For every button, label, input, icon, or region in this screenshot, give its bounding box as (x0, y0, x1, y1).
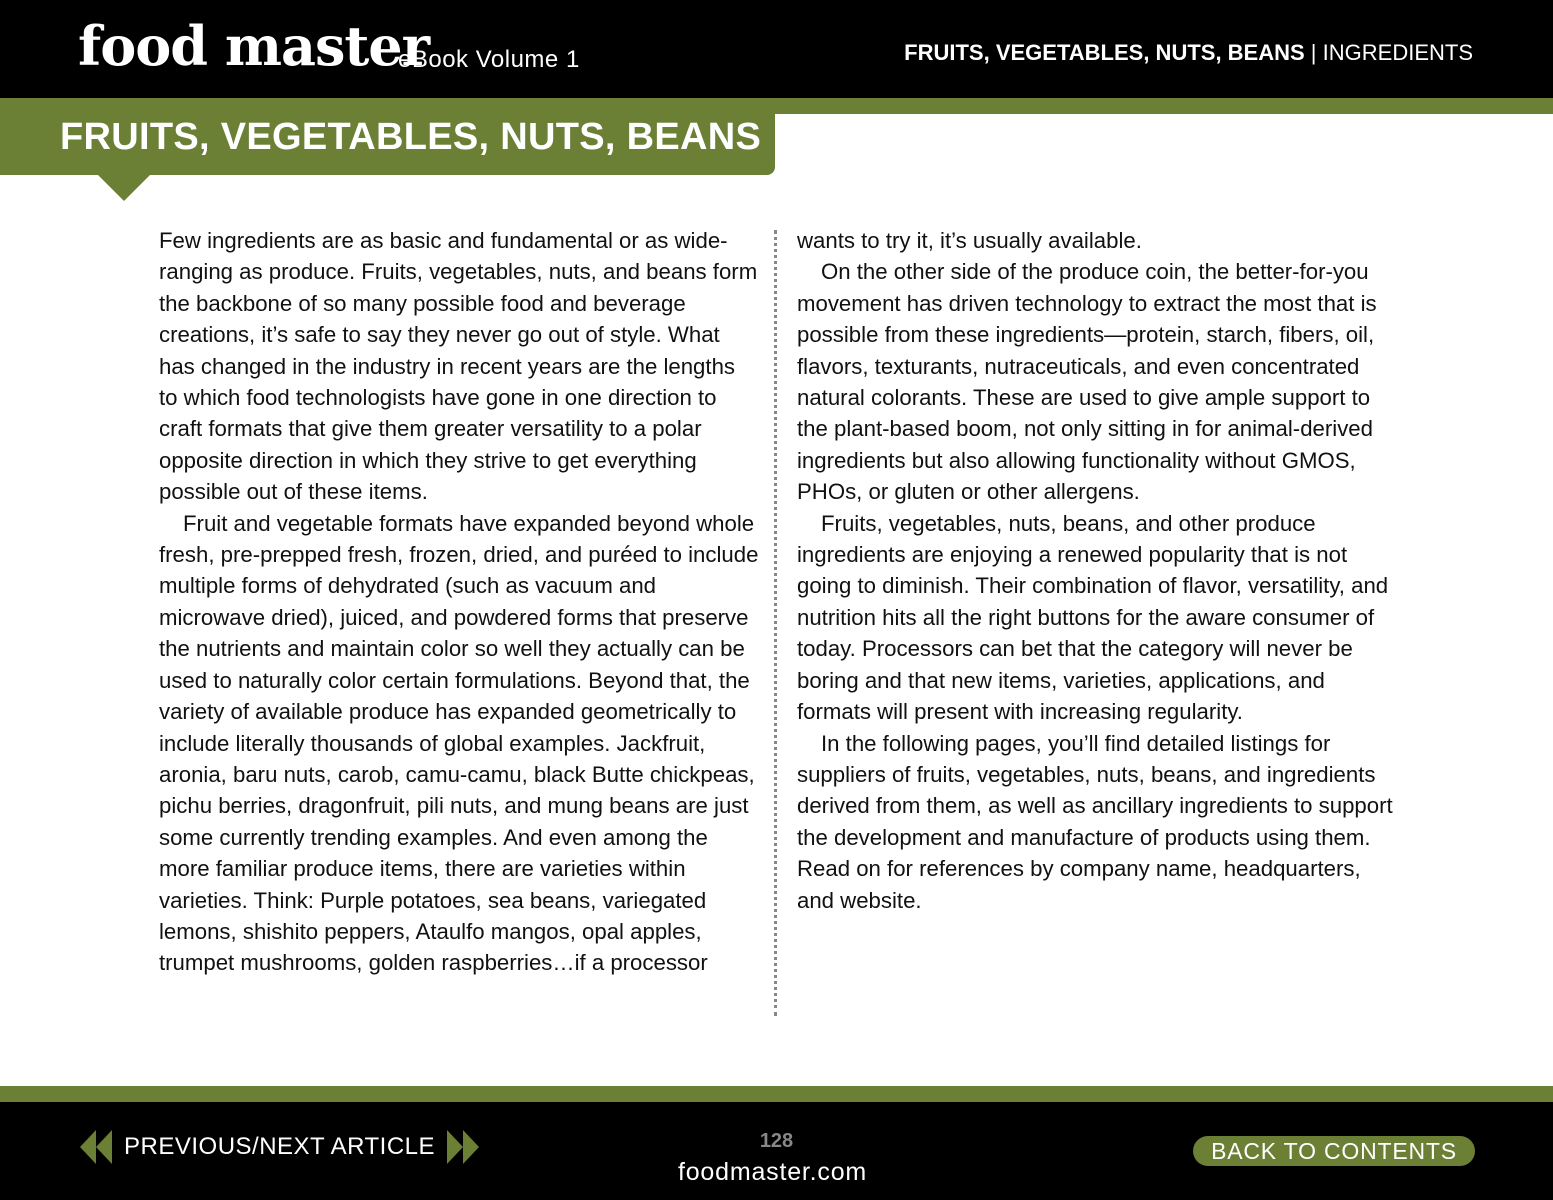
section-tag-separator: | (1304, 40, 1323, 65)
page-number: 128 (759, 1130, 794, 1152)
paragraph: Fruits, vegetables, nuts, beans, and other produce ingredients are enjoying a renewed popularity that is not going to diminish. Their combination of flavor, versatility, and nutrition hits all the right buttons for the aware consumer of today. Processors can bet that the category will never be boring and that new items, varieties, applications, and formats will present with increasing regularity. (797, 510, 1389, 725)
column-divider (774, 230, 777, 1016)
paragraph: Fruit and vegetable formats have expanded beyond whole fresh, pre-prepped fresh, frozen, dried, and puréed to include multiple forms of dehydrated (such as vacuum and microwave dried), juiced, and powdered forms that preserve the nutrients and maintain color so well they actually can be used to naturally color certain formulations. Beyond that, the variety of available produce has expanded geometrically to include literally thousands of global examples. Jackfruit, aronia, baru nuts, carob, camu-camu, black Butte chickpeas, pichu berries, dragonfruit, pili nuts, and mung beans are just some currently trending examples. And even among the more familiar produce items, there are varieties within varieties. Think: Purple potatoes, sea beans, variegated lemons, shishito peppers, Ataulfo mangos, opal apples, trumpet mushrooms, golden raspberries…if a processor (159, 510, 759, 976)
section-tag (904, 40, 1473, 66)
paragraph: On the other side of the produce coin, the better-for-you movement has driven technology to extract the most that is possible from these ingredients—protein, starch, fibers, oil, flavors, texturants, nutraceuticals, and even concentrated natural colorants. These are used to give ample support to the plant-based boom, not only sitting in for animal-derived ingredients but also allowing functionality without GMOS, PHOs, or gluten or other allergens. (797, 259, 1377, 505)
page-title: FRUITS, VEGETABLES, NUTS, BEANS (60, 116, 762, 158)
article-column-1 (159, 225, 759, 979)
section-tag-type: INGREDIENTS (1322, 40, 1473, 65)
ebook-volume: eBook Volume 1 (398, 46, 580, 73)
accent-stripe (0, 98, 775, 114)
banner-pointer (98, 175, 150, 201)
article-column-2 (797, 225, 1397, 916)
website-link[interactable]: foodmaster.com (677, 1158, 868, 1186)
paragraph: In the following pages, you’ll find detailed listings for suppliers of fruits, vegetables, nuts, beans, and ingredients derived from them, as well as ancillary ingredients to support the development and manufacture of products using them. Read on for references by company name, headquarters, and website. (797, 730, 1393, 913)
logo: food master (78, 14, 430, 78)
paragraph: wants to try it, it’s usually available. (797, 228, 1142, 253)
section-tag-category: FRUITS, VEGETABLES, NUTS, BEANS (904, 40, 1305, 65)
footer-stripe (0, 1086, 1553, 1102)
previous-next-label[interactable]: PREVIOUS/NEXT ARTICLE (124, 1133, 436, 1160)
accent-stripe (775, 98, 1553, 114)
back-to-contents-button[interactable]: BACK TO CONTENTS (1193, 1136, 1475, 1166)
paragraph: Few ingredients are as basic and fundamental or as wide-ranging as produce. Fruits, vegetables, nuts, and beans form the backbone of so many possible food and beverage creations, it’s safe to say they never go out of style. What has changed in the industry in recent years are the lengths to which food technologists have gone in one direction to craft formats that give them greater versatility to a polar opposite direction in which they strive to get everything possible out of these items. (159, 228, 758, 505)
